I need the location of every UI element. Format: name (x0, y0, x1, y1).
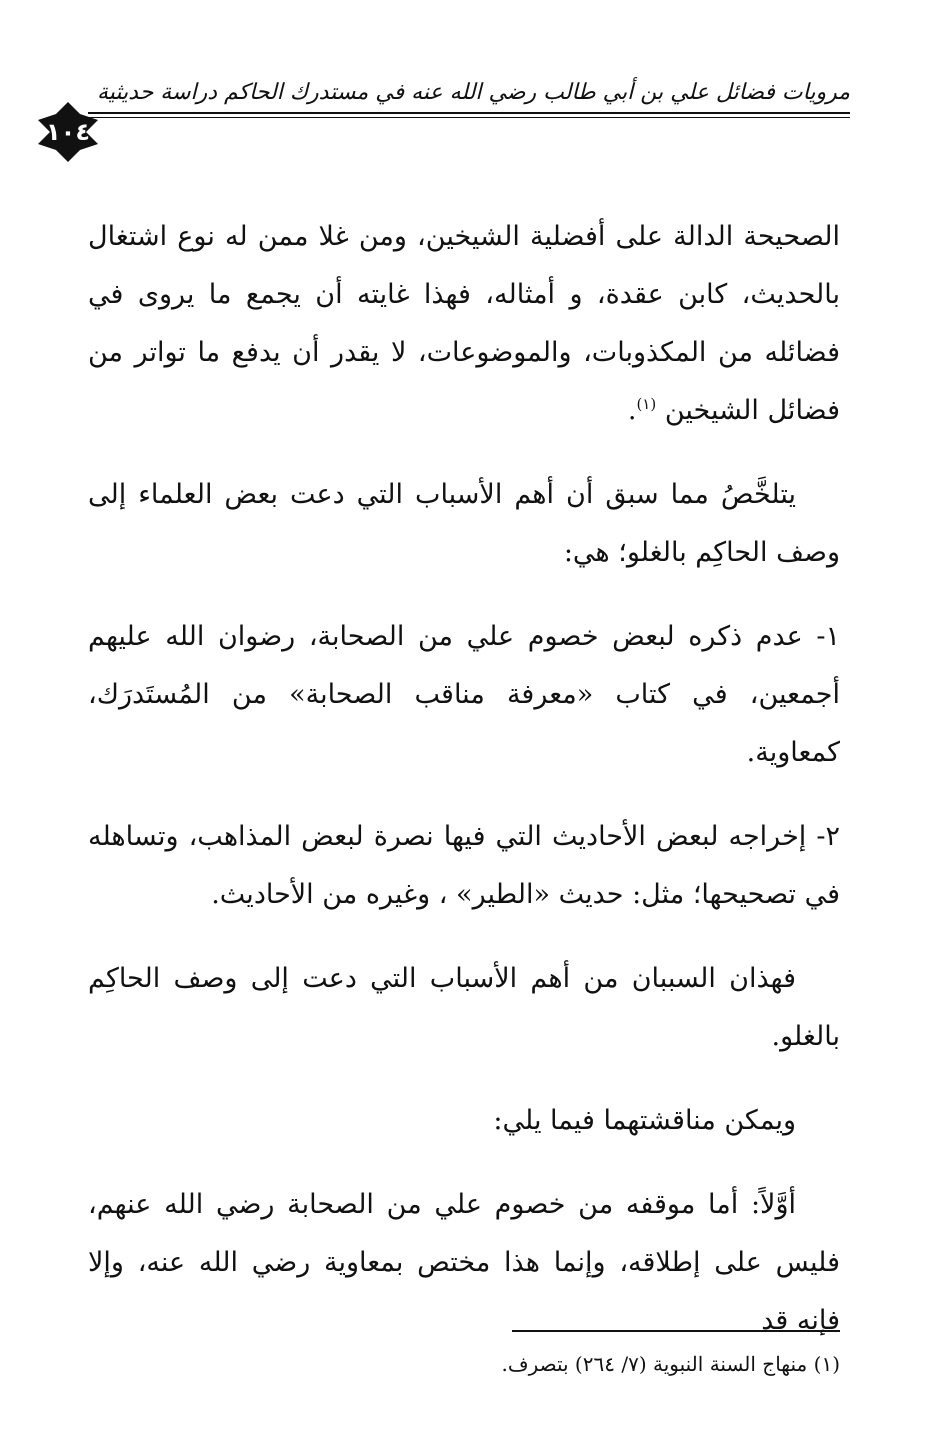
list-item-1 (88, 608, 840, 782)
running-title: مرويات فضائل علي بن أبي طالب رضي الله عنه في مستدرك الحاكم دراسة حديثية (96, 80, 850, 105)
body-text (88, 208, 840, 1376)
paragraph-5 (88, 1176, 840, 1350)
paragraph-text: ويمكن مناقشتهما فيما يلي: (493, 1105, 796, 1136)
page-number-badge (36, 100, 100, 164)
footnote-ref: (١) (636, 395, 657, 413)
paragraph-text: ٢- إخراجه لبعض الأحاديث التي فيها نصرة لبعض المذاهب، وتساهله في تصحيحها؛ مثل: حديث «الطير» ، وغيره من الأحاديث. (88, 821, 840, 910)
paragraph-text: فهذان السببان من أهم الأسباب التي دعت إلى وصف الحاكِم بالغلو. (88, 963, 840, 1052)
header-rule (88, 112, 850, 114)
paragraph-3 (88, 950, 840, 1066)
list-item-2 (88, 808, 840, 924)
paragraph-text: يتلخَّصُ مما سبق أن أهم الأسباب التي دعت بعض العلماء إلى وصف الحاكِم بالغلو؛ هي: (88, 479, 840, 568)
paragraph-text: الصحيحة الدالة على أفضلية الشيخين، ومن غلا ممن له نوع اشتغال بالحديث، كابن عقدة، و أمثاله، فهذا غايته أن يجمع ما يروى في فضائله من المكذوبات، والموضوعات، لا يقدر أن يدفع ما تواتر من فضائل الشيخين (88, 221, 840, 426)
header-rule-thin (88, 117, 850, 118)
paragraph-ending: . (627, 395, 637, 426)
paragraph-text: أوَّلاً: أما موقفه من خصوم علي من الصحابة رضي الله عنهم، فليس على إطلاقه، وإنما هذا مختص بمعاوية رضي الله عنه، وإلا فإنه قد (88, 1189, 841, 1336)
paragraph-4 (88, 1092, 840, 1150)
paragraph-1 (88, 208, 840, 440)
footnote: (١) منهاج السنة النبوية (٧/ ٢٦٤) بتصرف. (501, 1352, 840, 1376)
paragraph-2 (88, 466, 840, 582)
footnote-separator (512, 1330, 840, 1332)
page-header (88, 72, 850, 132)
paragraph-text: ١- عدم ذكره لبعض خصوم علي من الصحابة، رضوان الله عليهم أجمعين، في كتاب «معرفة مناقب الصحابة» من المُستَدرَك، كمعاوية. (88, 621, 840, 768)
page-number: ١٠٤ (46, 118, 90, 146)
